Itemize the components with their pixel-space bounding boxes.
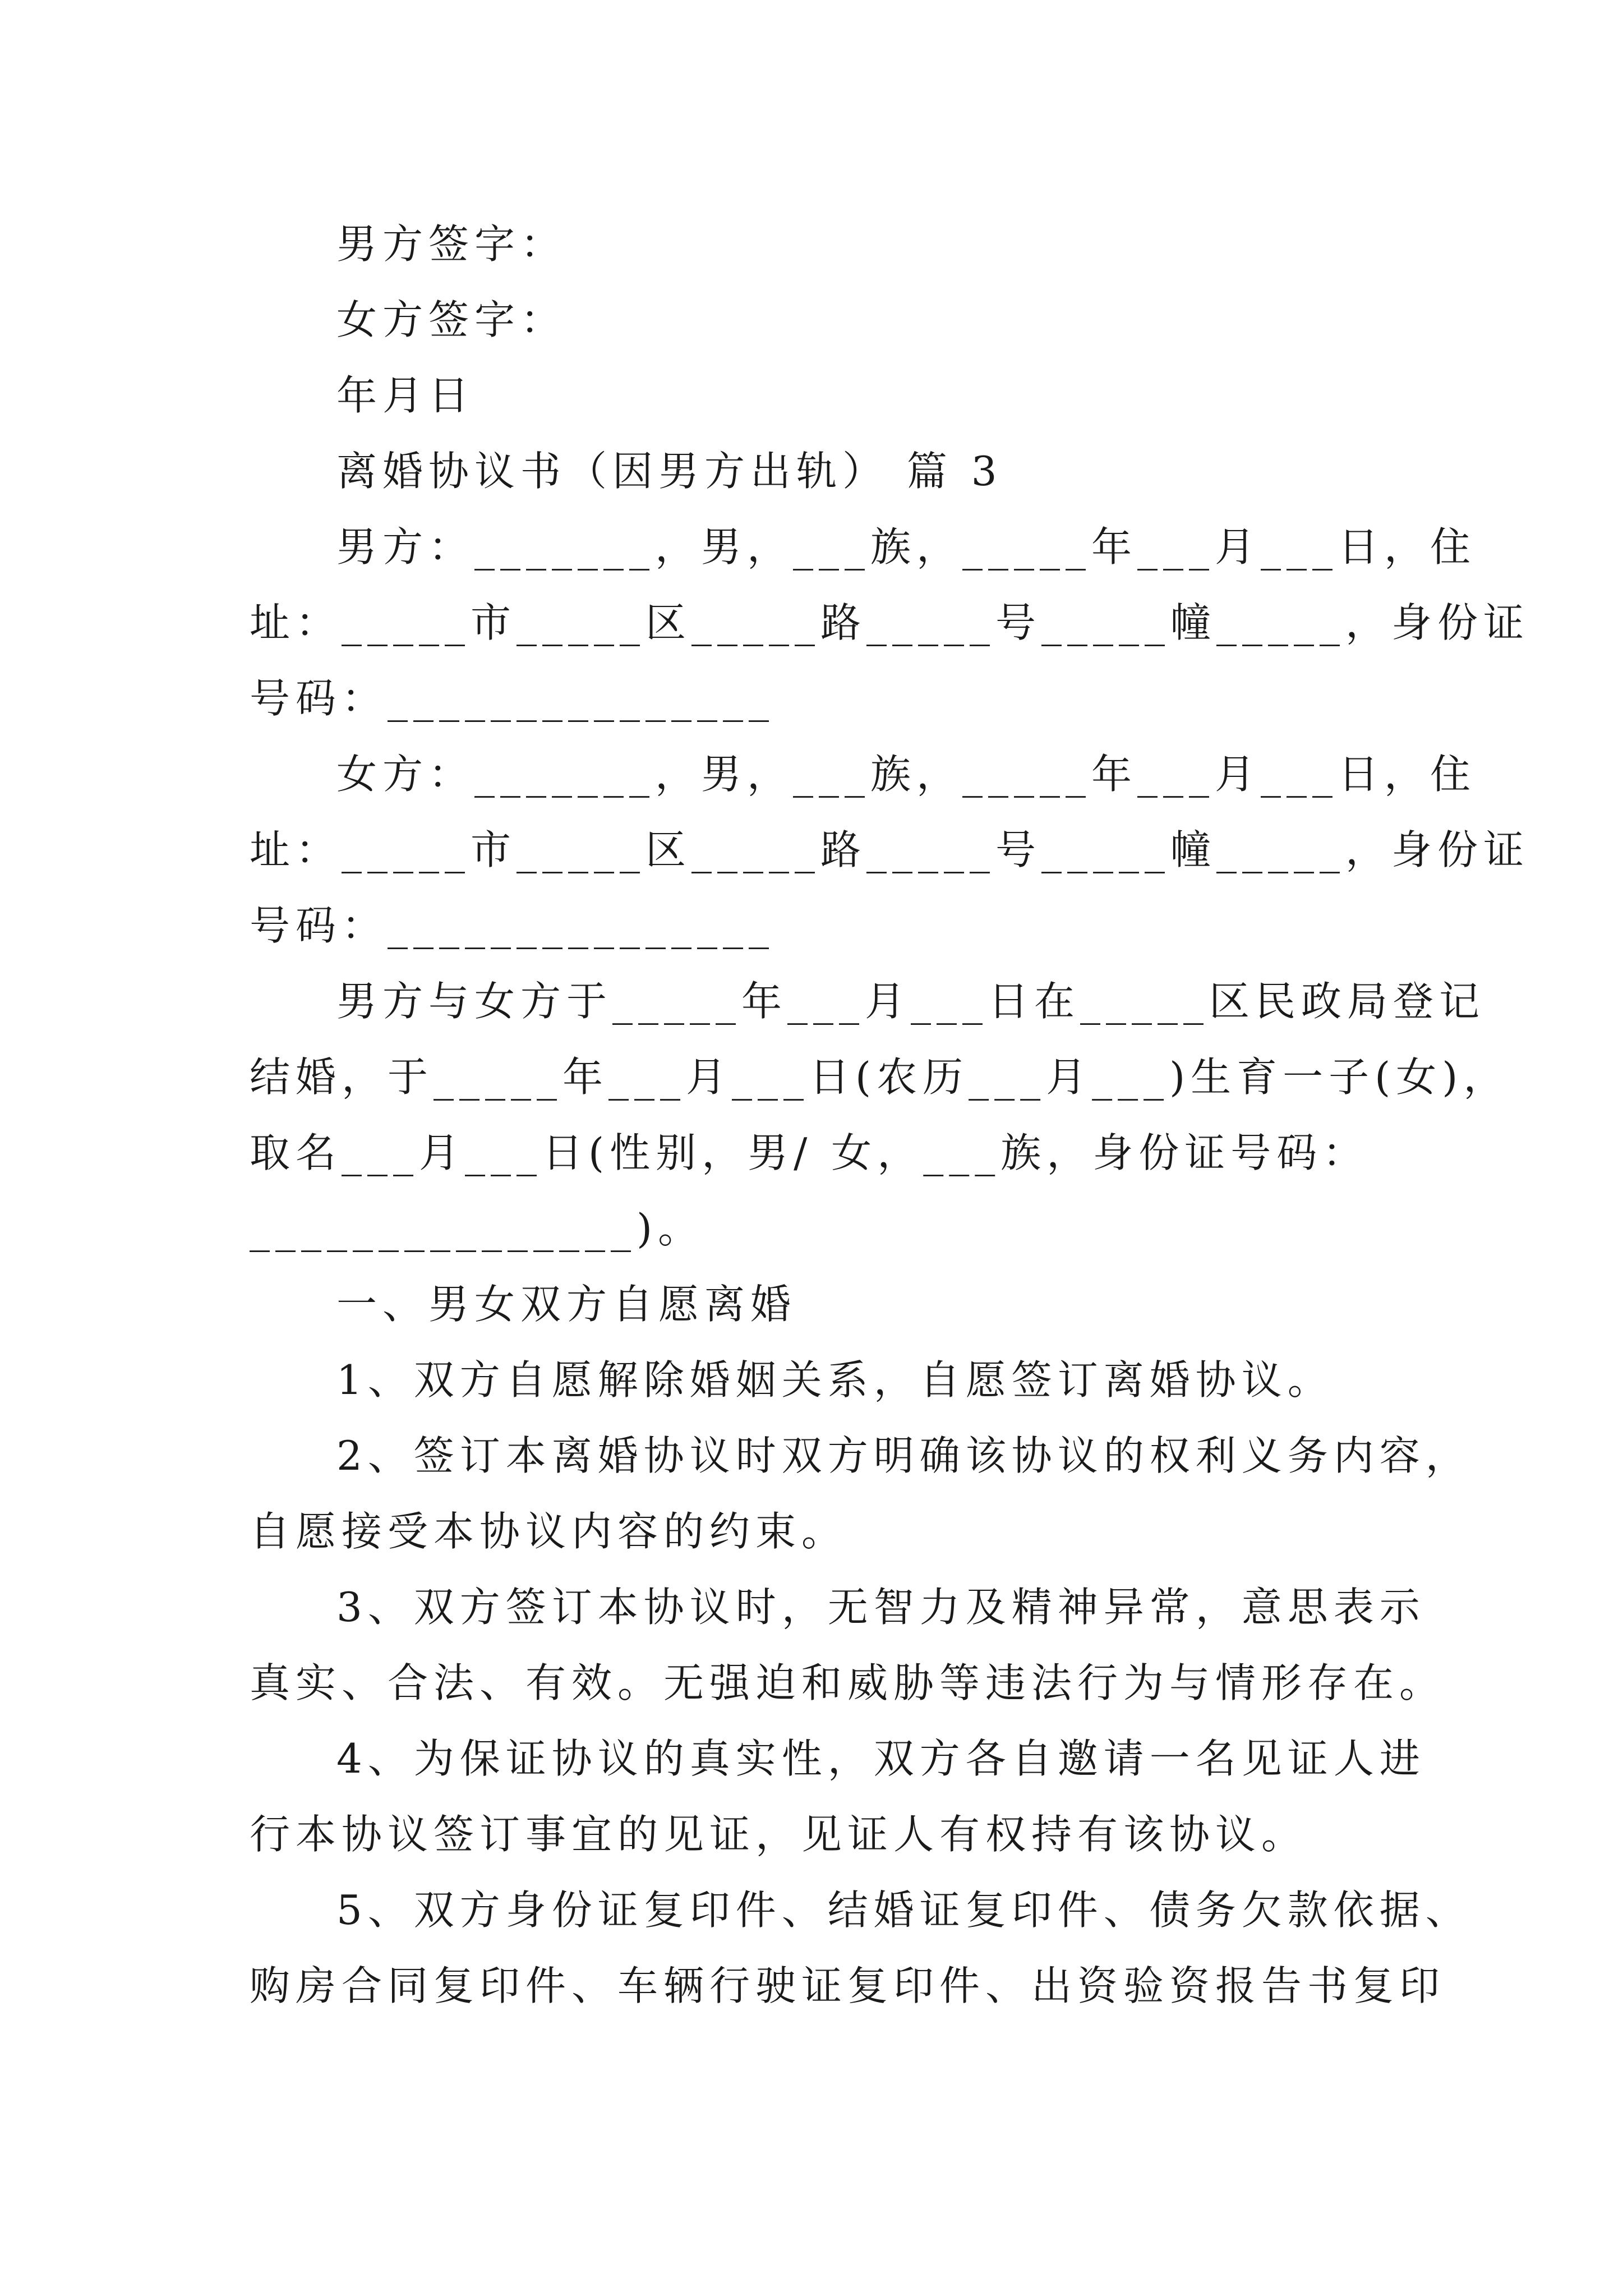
article-item-3-line-1: 3、双方签订本协议时，无智力及精神异常，意思表示 — [336, 1584, 1426, 1631]
article-item-5-line-2: 购房合同复印件、车辆行驶证复印件、出资验资报告书复印 — [250, 1962, 1446, 2009]
article-item-2-line-1: 2、签订本离婚协议时双方明确该协议的权利义务内容， — [336, 1432, 1472, 1479]
male-party-line-3: 号码：_______________ — [250, 675, 775, 722]
section-title: 离婚协议书（因男方出轨） 篇 3 — [336, 448, 1003, 495]
male-party-line-1: 男方：_______，男，___族，_____年___月___日，住 — [336, 523, 1477, 570]
male-party-line-2: 址：_____市_____区_____路_____号_____幢_____，身份证 — [250, 599, 1530, 646]
female-party-line-2: 址：_____市_____区_____路_____号_____幢_____，身份证 — [250, 826, 1530, 873]
female-party-line-1: 女方：_______，男，___族，_____年___月___日，住 — [336, 751, 1477, 798]
marriage-info-line-2: 结婚，于_____年___月___日(农历___月___)生育一子(女)， — [250, 1053, 1510, 1101]
male-signature-line: 男方签字： — [336, 220, 567, 268]
female-signature-line: 女方签字： — [336, 296, 567, 343]
article-item-1: 1、双方自愿解除婚姻关系，自愿签订离婚协议。 — [336, 1356, 1334, 1404]
marriage-info-line-1: 男方与女方于_____年___月___日在_____区民政局登记 — [336, 978, 1486, 1025]
marriage-info-line-3: 取名___月___日(性别，男/ 女，___族，身份证号码： — [250, 1129, 1369, 1176]
article-one-heading: 一、男女双方自愿离婚 — [336, 1281, 797, 1328]
marriage-info-line-4: _______________)。 — [250, 1205, 704, 1252]
article-item-2-line-2: 自愿接受本协议内容的约束。 — [250, 1508, 848, 1555]
article-item-4-line-2: 行本协议签订事宜的见证，见证人有权持有该协议。 — [250, 1811, 1308, 1858]
female-party-line-3: 号码：_______________ — [250, 902, 775, 949]
article-item-3-line-2: 真实、合法、有效。无强迫和威胁等违法行为与情形存在。 — [250, 1659, 1446, 1706]
article-item-5-line-1: 5、双方身份证复印件、结婚证复印件、债务欠款依据、 — [336, 1887, 1472, 1934]
article-item-4-line-1: 4、为保证协议的真实性，双方各自邀请一名见证人进 — [336, 1735, 1426, 1782]
date-line: 年月日 — [336, 372, 475, 419]
